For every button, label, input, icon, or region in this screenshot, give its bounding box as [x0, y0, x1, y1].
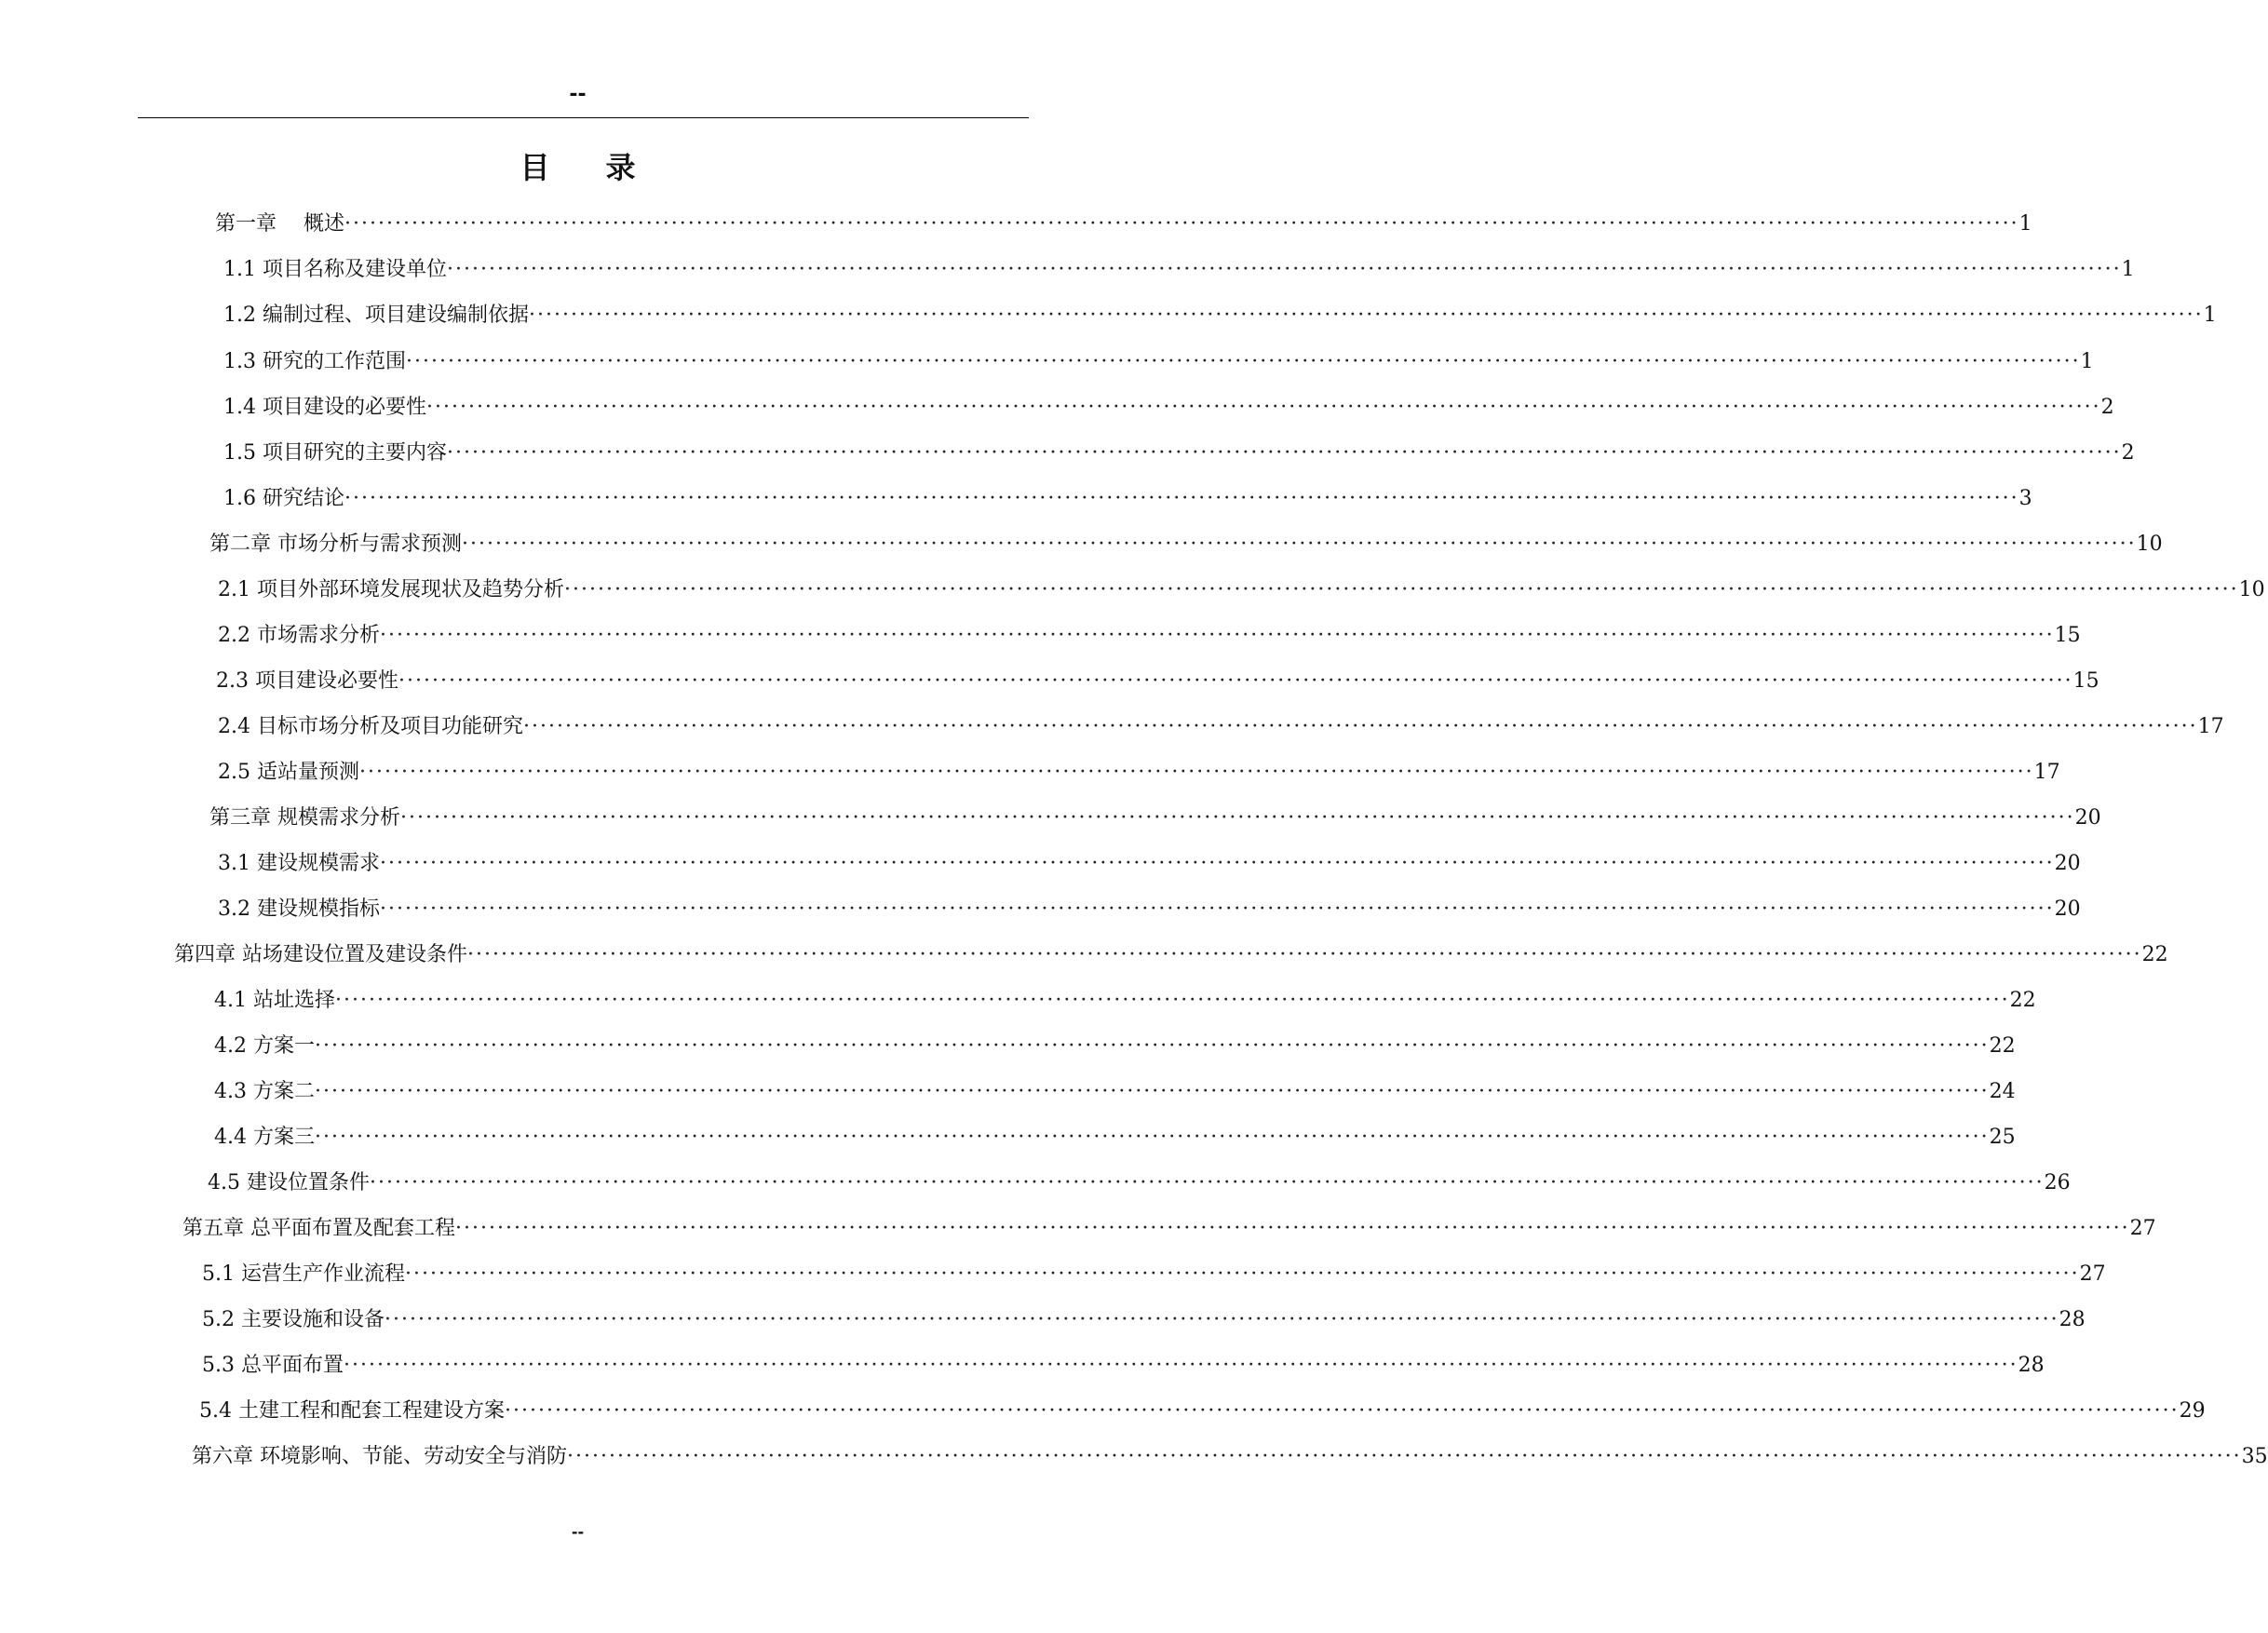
- page-header-mark: --: [569, 83, 587, 106]
- toc-page-number: 17: [2033, 761, 2060, 784]
- toc-page-number: 22: [2009, 989, 2036, 1012]
- toc-entry[interactable]: [218, 622, 2081, 650]
- toc-dot-leader: ········································································································································································································: [404, 1262, 2080, 1286]
- toc-dot-leader: ········································································································································································································: [314, 1080, 1990, 1103]
- toc-page-number: 1: [2121, 258, 2135, 281]
- toc-dot-leader: ········································································································································································································: [398, 669, 2073, 693]
- toc-entry[interactable]: [214, 1124, 2016, 1152]
- toc-page-number: 27: [2129, 1217, 2156, 1240]
- toc-entry-label: 4.3 方案二: [214, 1080, 315, 1103]
- toc-dot-leader: ········································································································································································································: [344, 487, 2019, 510]
- toc-entry-label: 5.3 总平面布置: [202, 1354, 344, 1377]
- toc-entry-label: 5.2 主要设施和设备: [202, 1308, 385, 1331]
- toc-entry[interactable]: [208, 1169, 2071, 1197]
- toc-entry[interactable]: [218, 713, 2224, 741]
- toc-dot-leader: ········································································································································································································: [405, 350, 2081, 373]
- toc-entry-label: 1.4 项目建设的必要性: [223, 396, 426, 419]
- toc-entry-label: 第二章 市场分析与需求预测: [209, 533, 462, 556]
- toc-entry[interactable]: [192, 1443, 2268, 1471]
- toc-entry-label: 2.1 项目外部环境发展现状及趋势分析: [218, 578, 564, 601]
- toc-title: 目录: [520, 150, 692, 185]
- toc-dot-leader: ········································································································································································································: [379, 624, 2055, 647]
- toc-entry[interactable]: [218, 850, 2081, 878]
- toc-entry-label: 2.3 项目建设必要性: [216, 669, 398, 693]
- toc-dot-leader: ········································································································································································································: [446, 258, 2122, 281]
- toc-entry-label: 2.4 目标市场分析及项目功能研究: [218, 715, 523, 738]
- page-footer-mark: --: [571, 1523, 585, 1541]
- toc-entry[interactable]: [214, 1032, 2016, 1060]
- toc-entry-label: 4.2 方案一: [214, 1034, 315, 1058]
- toc-entry-label: 1.3 研究的工作范围: [223, 350, 406, 373]
- toc-page-number: 15: [2072, 669, 2099, 693]
- toc-dot-leader: ········································································································································································································: [384, 1308, 2059, 1331]
- toc-entry-label: 5.1 运营生产作业流程: [202, 1262, 405, 1286]
- toc-dot-leader: ········································································································································································································: [528, 304, 2204, 327]
- toc-dot-leader: ········································································································································································································: [314, 1034, 1990, 1058]
- toc-dot-leader: ········································································································································································································: [462, 533, 2137, 556]
- toc-entry[interactable]: [223, 394, 2114, 422]
- toc-entry-label: 5.4 土建工程和配套工程建设方案: [199, 1399, 505, 1423]
- toc-entry[interactable]: [174, 941, 2168, 969]
- toc-dot-leader: ········································································································································································································: [425, 396, 2101, 419]
- toc-entry[interactable]: [216, 668, 2099, 695]
- toc-page-number: 26: [2044, 1171, 2071, 1194]
- toc-entry[interactable]: [214, 987, 2036, 1015]
- toc-entry-label: 1.5 项目研究的主要内容: [223, 441, 447, 465]
- toc-entry-label: 2.5 适站量预测: [218, 761, 359, 784]
- toc-entry-label: 4.5 建设位置条件: [208, 1171, 370, 1194]
- toc-entry[interactable]: [223, 302, 2217, 330]
- toc-page-number: 25: [1989, 1126, 2016, 1149]
- toc-dot-leader: ········································································································································································································: [369, 1171, 2045, 1194]
- toc-entry-label: 第三章 规模需求分析: [209, 806, 400, 830]
- header-rule: [138, 117, 1029, 118]
- toc-entry[interactable]: [218, 576, 2265, 604]
- toc-page-number: 1: [2203, 304, 2217, 327]
- toc-dot-leader: ········································································································································································································: [343, 1354, 2018, 1377]
- toc-page-number: 1: [2080, 350, 2094, 373]
- toc-page-number: 27: [2079, 1262, 2106, 1286]
- toc-entry-label: 4.4 方案三: [214, 1126, 315, 1149]
- toc-dot-leader: ········································································································································································································: [314, 1126, 1990, 1149]
- toc-page-number: 1: [2018, 212, 2032, 236]
- toc-entry[interactable]: [202, 1261, 2106, 1289]
- toc-dot-leader: ········································································································································································································: [522, 715, 2198, 738]
- toc-entry[interactable]: [218, 759, 2060, 787]
- toc-entry[interactable]: [223, 439, 2135, 467]
- toc-page-number: 29: [2179, 1399, 2206, 1423]
- toc-dot-leader: ········································································································································································································: [563, 578, 2239, 601]
- toc-page-number: 10: [2136, 533, 2163, 556]
- toc-dot-leader: ········································································································································································································: [344, 212, 2019, 236]
- toc-page-number: 22: [2141, 943, 2168, 966]
- toc-entry[interactable]: [182, 1215, 2156, 1243]
- toc-dot-leader: ········································································································································································································: [379, 852, 2055, 875]
- toc-entry[interactable]: [223, 256, 2135, 284]
- toc-page-number: 35: [2241, 1445, 2268, 1468]
- toc-entry-label: 第一章 概述: [215, 212, 344, 236]
- toc-page-number: 10: [2238, 578, 2265, 601]
- toc-entry[interactable]: [202, 1352, 2045, 1380]
- toc-entry-label: 1.1 项目名称及建设单位: [223, 258, 447, 281]
- toc-entry-label: 3.2 建设规模指标: [218, 897, 380, 921]
- toc-page-number: 3: [2018, 487, 2032, 510]
- toc-dot-leader: ········································································································································································································: [504, 1399, 2180, 1423]
- toc-entry-label: 3.1 建设规模需求: [218, 852, 380, 875]
- toc-entry[interactable]: [223, 348, 2094, 376]
- toc-dot-leader: ········································································································································································································: [334, 989, 2010, 1012]
- toc-page-number: 15: [2054, 624, 2081, 647]
- toc-entry[interactable]: [202, 1306, 2086, 1334]
- toc-page-number: 20: [2054, 897, 2081, 921]
- toc-entry[interactable]: [209, 804, 2101, 832]
- toc-entry-label: 1.6 研究结论: [223, 487, 344, 510]
- toc-entry-label: 第四章 站场建设位置及建设条件: [174, 943, 467, 966]
- toc-page-number: 2: [2100, 396, 2114, 419]
- toc-entry-label: 1.2 编制过程、项目建设编制依据: [223, 304, 529, 327]
- toc-page-number: 20: [2054, 852, 2081, 875]
- toc-page-number: 24: [1989, 1080, 2016, 1103]
- toc-entry[interactable]: [199, 1397, 2206, 1425]
- toc-dot-leader: ········································································································································································································: [400, 806, 2075, 830]
- toc-entry[interactable]: [218, 896, 2081, 924]
- toc-dot-leader: ········································································································································································································: [446, 441, 2122, 465]
- toc-page-number: 28: [2018, 1354, 2045, 1377]
- toc-dot-leader: ········································································································································································································: [567, 1445, 2242, 1468]
- toc-dot-leader: ········································································································································································································: [467, 943, 2142, 966]
- toc-page-number: 17: [2197, 715, 2224, 738]
- toc-entry-label: 第六章 环境影响、节能、劳动安全与消防: [192, 1445, 567, 1468]
- toc-entry-label: 第五章 总平面布置及配套工程: [182, 1217, 455, 1240]
- toc-entry[interactable]: [215, 210, 2032, 238]
- toc-entry[interactable]: [209, 531, 2163, 559]
- toc-page-number: 2: [2121, 441, 2135, 465]
- toc-page-number: 28: [2059, 1308, 2086, 1331]
- toc-entry-label: 2.2 市场需求分析: [218, 624, 380, 647]
- toc-page-number: 20: [2074, 806, 2101, 830]
- toc-page-number: 22: [1989, 1034, 2016, 1058]
- toc-entry[interactable]: [214, 1078, 2016, 1106]
- toc-entry-label: 4.1 站址选择: [214, 989, 335, 1012]
- toc-entry[interactable]: [223, 485, 2032, 513]
- toc-dot-leader: ········································································································································································································: [358, 761, 2034, 784]
- toc-dot-leader: ········································································································································································································: [455, 1217, 2130, 1240]
- toc-dot-leader: ········································································································································································································: [379, 897, 2055, 921]
